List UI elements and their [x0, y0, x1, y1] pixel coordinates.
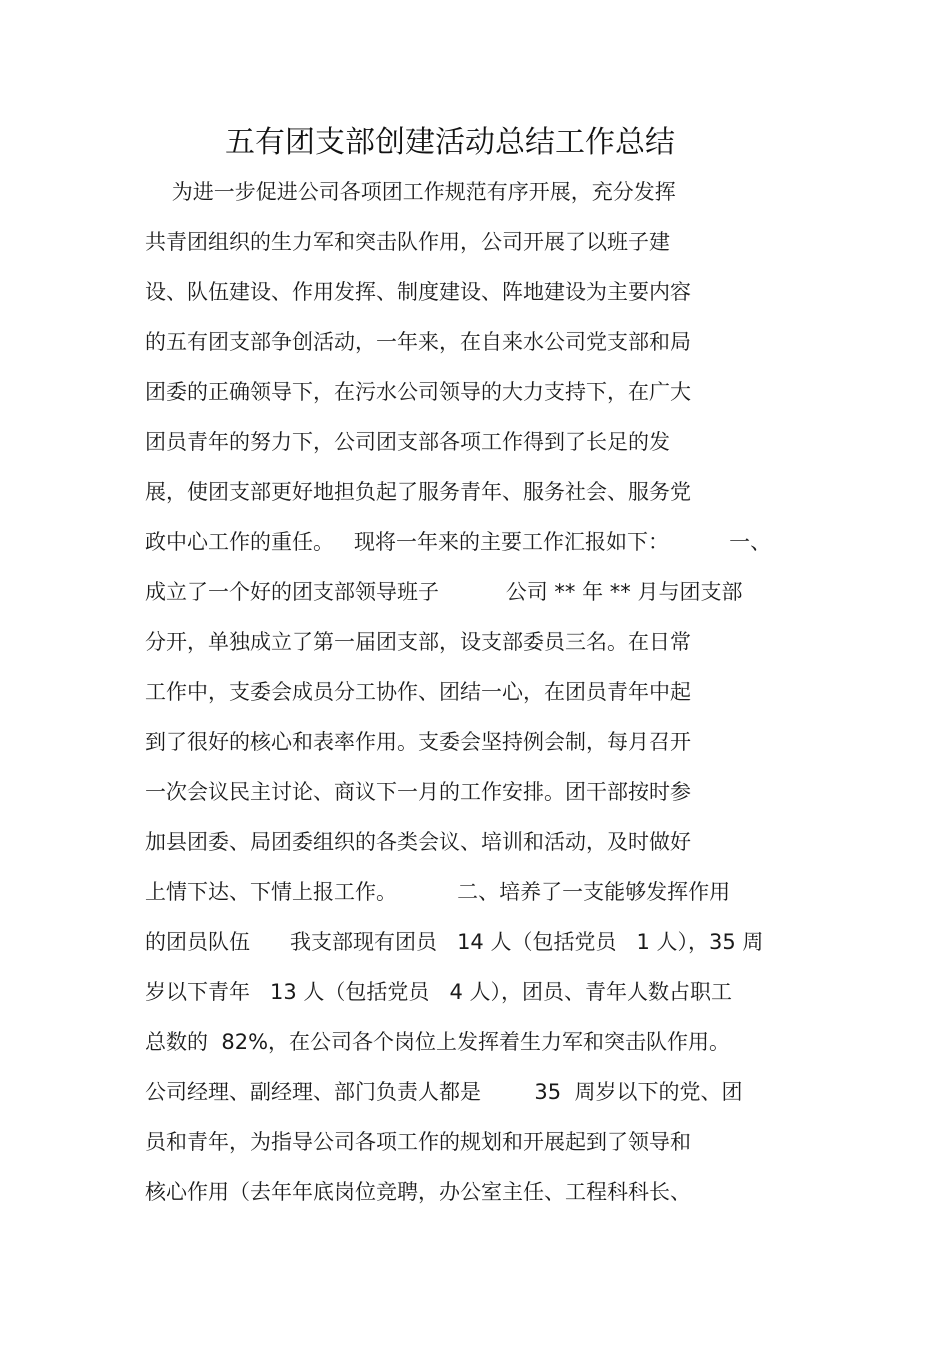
body-line: 的团员队伍 我支部现有团员 14 人（包括党员 1 人），35 周	[145, 930, 764, 954]
body-line: 政中心工作的重任。 现将一年来的主要工作汇报如下： 一、	[145, 530, 772, 554]
body-line: 工作中，支委会成员分工协作、团结一心，在团员青年中起	[145, 680, 691, 704]
body-line: 员和青年，为指导公司各项工作的规划和开展起到了领导和	[145, 1130, 691, 1154]
body-line: 核心作用（去年年底岗位竞聘，办公室主任、工程科科长、	[145, 1180, 691, 1204]
body-line: 设、队伍建设、作用发挥、制度建设、阵地建设为主要内容	[145, 280, 691, 304]
body-line: 的五有团支部争创活动，一年来，在自来水公司党支部和局	[145, 330, 691, 354]
body-line: 团员青年的努力下，公司团支部各项工作得到了长足的发	[145, 430, 670, 454]
body-line: 分开，单独成立了第一届团支部，设支部委员三名。在日常	[145, 630, 691, 654]
body-line: 一次会议民主讨论、商议下一月的工作安排。团干部按时参	[145, 780, 691, 804]
body-line: 岁以下青年 13 人（包括党员 4 人），团员、青年人数占职工	[145, 980, 732, 1004]
body-line: 总数的 82%，在公司各个岗位上发挥着生力军和突击队作用。	[145, 1030, 731, 1054]
body-line: 公司经理、副经理、部门负责人都是 35 周岁以下的党、团	[145, 1080, 743, 1104]
body-line: 上情下达、下情上报工作。 二、培养了一支能够发挥作用	[145, 880, 731, 904]
body-line: 到了很好的核心和表率作用。支委会坚持例会制，每月召开	[145, 730, 691, 754]
body-line: 团委的正确领导下，在污水公司领导的大力支持下，在广大	[145, 380, 691, 404]
body-line: 展，使团支部更好地担负起了服务青年、服务社会、服务党	[145, 480, 691, 504]
body-line: 成立了一个好的团支部领导班子 公司 ** 年 ** 月与团支部	[145, 580, 743, 604]
body-line: 加县团委、局团委组织的各类会议、培训和活动，及时做好	[145, 830, 691, 854]
body-line: 共青团组织的生力军和突击队作用，公司开展了以班子建	[145, 230, 670, 254]
document-title: 五有团支部创建活动总结工作总结	[225, 125, 675, 160]
body-line: 为进一步促进公司各项团工作规范有序开展，充分发挥	[145, 180, 676, 204]
